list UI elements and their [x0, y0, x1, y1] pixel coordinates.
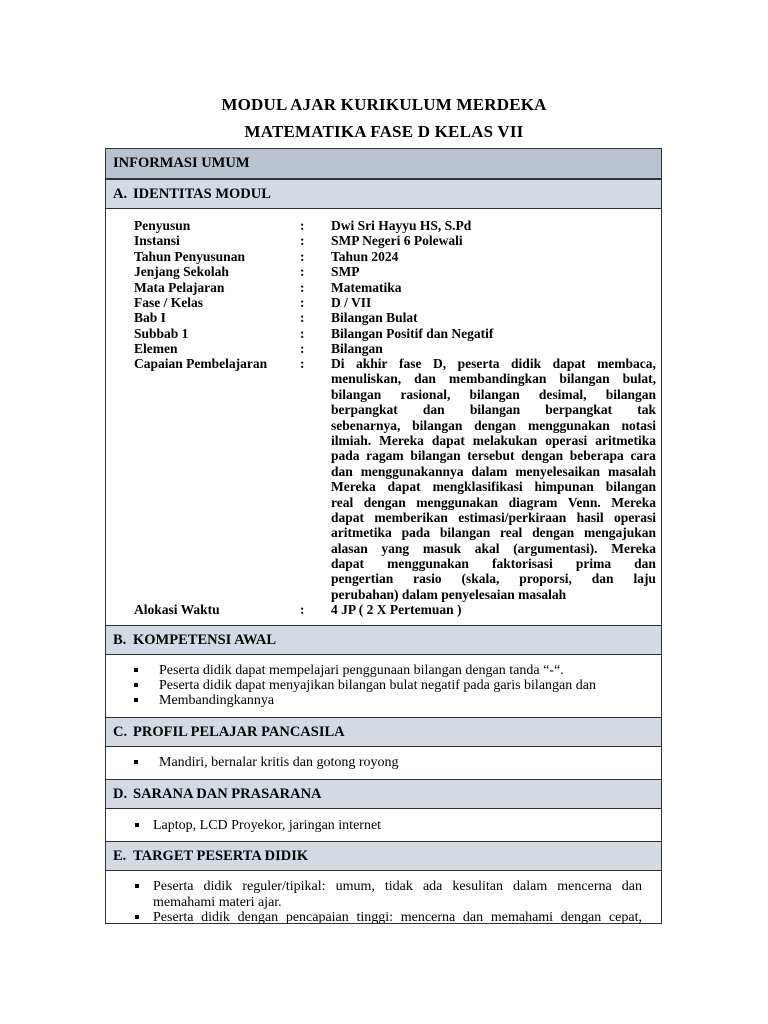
capaian-line: Di akhir fase D, peserta didik dapat membaca,: [331, 356, 656, 371]
capaian-line: dapat menggunakan faktorisasi prima dan: [331, 556, 656, 572]
kompetensi-cell: [106, 656, 661, 717]
section-label: TARGET PESERTA DIDIK: [133, 848, 309, 864]
section-c-header: [106, 717, 661, 747]
identity-value: SMP Negeri 6 Polewali: [331, 233, 463, 249]
sarana-cell: [106, 810, 661, 841]
identity-value: 4 JP ( 2 X Pertemuan ): [331, 602, 462, 617]
section-letter: A.: [113, 186, 128, 202]
capaian-line: dapat memberikan estimasi/perkiraan hasil operasi: [331, 509, 656, 525]
profil-cell: [106, 748, 661, 779]
identity-label: Fase / Kelas: [134, 295, 203, 310]
section-letter: B.: [113, 632, 127, 648]
capaian-text: [331, 356, 656, 602]
identity-colon: :: [300, 341, 305, 357]
bullet-icon: [134, 683, 138, 687]
identity-colon: :: [300, 602, 305, 617]
identity-label: Capaian Pembelajaran: [134, 356, 268, 371]
identity-colon: :: [300, 279, 305, 295]
identity-label: Alokasi Waktu: [134, 602, 220, 617]
identity-value: SMP: [331, 264, 360, 280]
bullet-icon: [134, 668, 138, 672]
bullet-icon: [134, 760, 138, 764]
module-table: [105, 148, 662, 924]
identity-colon: :: [300, 233, 305, 249]
capaian-line: bilangan rasional, bilangan desimal, bilangan: [331, 386, 656, 402]
list-item-text: Mandiri, bernalar kritis dan gotong royong: [159, 755, 399, 770]
capaian-line: ilmiah. Mereka dapat melakukan operasi aritmetika: [331, 432, 656, 448]
identity-colon: :: [300, 264, 305, 280]
section-letter: C.: [113, 724, 128, 740]
identity-colon: :: [300, 248, 305, 264]
capaian-line: berpangkat dan bilangan berpangkat tak: [331, 402, 656, 418]
list-item-text: Peserta didik dapat menyajikan bilangan bulat negatif pada garis bilangan dan: [159, 678, 596, 693]
identity-colon: :: [300, 218, 305, 233]
section-e-header: [106, 841, 661, 871]
capaian-line: Mereka dapat mengklasifikasi himpunan bilangan: [331, 479, 656, 495]
identity-value: Tahun 2024: [331, 248, 399, 264]
section-a-header: [106, 179, 661, 209]
section-letter: E.: [113, 848, 127, 864]
section-d-header: [106, 779, 661, 809]
section-b-header: [106, 625, 661, 655]
target-cell: [106, 872, 661, 924]
identity-value: D / VII: [331, 295, 372, 310]
list-item-text: memahami materi ajar.: [153, 894, 282, 910]
list-item-text: Peserta didik reguler/tipikal: umum, tidak ada kesulitan dalam mencerna dan: [153, 879, 642, 894]
section-label: SARANA DAN PRASARANA: [133, 786, 322, 802]
identity-colon: :: [300, 295, 305, 310]
identity-label: Tahun Penyusunan: [134, 248, 245, 264]
document-subtitle: MATEMATIKA FASE D KELAS VII: [244, 122, 524, 141]
list-item-text: Peserta didik dengan pencapaian tinggi: mencerna dan memahami dengan cepat,: [153, 910, 642, 924]
section-label: KOMPETENSI AWAL: [133, 632, 277, 648]
identity-colon: :: [300, 325, 305, 341]
identity-value: Bilangan Bulat: [331, 310, 418, 326]
section-label: IDENTITAS MODUL: [133, 186, 271, 202]
identity-label: Instansi: [134, 233, 180, 249]
identity-label: Jenjang Sekolah: [134, 264, 229, 280]
document-title: MODUL AJAR KURIKULUM MERDEKA: [221, 95, 547, 114]
identity-value: Matematika: [331, 279, 402, 295]
capaian-line: dan menggunakannya dalam menyelesaikan masalah: [331, 463, 656, 479]
capaian-line: sebenarnya, bilangan dengan menggunakan notasi: [331, 417, 656, 433]
capaian-line: alasan yang masuk akal (argumentasi). Mereka: [331, 540, 656, 556]
bullet-icon: [134, 698, 138, 702]
identity-colon: :: [300, 356, 305, 371]
identity-colon: :: [300, 310, 305, 326]
section-label: PROFIL PELAJAR PANCASILA: [133, 724, 345, 740]
identity-value: Dwi Sri Hayyu HS, S.Pd: [331, 218, 472, 233]
list-item-text: Laptop, LCD Proyekor, jaringan internet: [153, 818, 382, 833]
identity-label: Subbab 1: [134, 325, 189, 341]
list-item-text: Peserta didik dapat mempelajari penggunaan bilangan dengan tanda “-“.: [159, 663, 564, 678]
identity-label: Mata Pelajaran: [134, 279, 225, 295]
identity-label: Elemen: [134, 341, 178, 357]
capaian-line: real dengan menggunakan diagram Venn. Mereka: [331, 494, 656, 510]
identity-label: Penyusun: [134, 218, 191, 233]
capaian-line: pengertian rasio (skala, proporsi, dan laju: [331, 571, 656, 587]
identitas-cell: [106, 210, 661, 625]
section-letter: D.: [113, 786, 128, 802]
bullet-icon: [135, 884, 139, 888]
capaian-line: aritmetika pada bilangan real dengan mengajukan: [331, 525, 656, 541]
list-item-text: Membandingkannya: [159, 693, 275, 708]
identity-value: Bilangan: [331, 341, 383, 357]
bullet-icon: [135, 823, 139, 827]
capaian-line: pada ragam bilangan tersebut dengan beberapa cara: [331, 448, 656, 464]
identity-value: Bilangan Positif dan Negatif: [331, 325, 494, 341]
capaian-line: menuliskan, dan membandingkan bilangan bulat,: [331, 371, 656, 387]
info-header: INFORMASI UMUM: [106, 149, 661, 179]
identity-label: Bab I: [134, 310, 166, 326]
bullet-icon: [135, 915, 139, 919]
capaian-line: perubahan) dalam penyelesaian masalah: [331, 586, 567, 602]
